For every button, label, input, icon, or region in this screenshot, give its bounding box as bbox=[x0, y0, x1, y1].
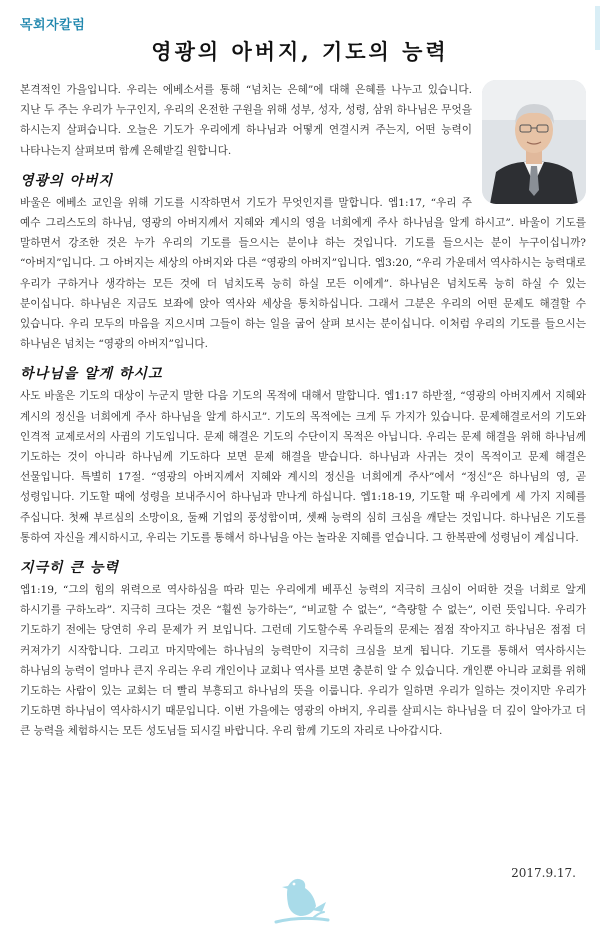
page-title: 영광의 아버지, 기도의 능력 bbox=[151, 39, 449, 64]
section-paragraph: 엡1:19, “그의 힘의 위력으로 역사하심을 따라 믿는 우리에게 베푸신 능력의 지극히 크심이 어떠한 것을 너희로 알게 하시기를 구하노라”. 지극히 크다는 것은 “훨씬 능가하는”, “비교할 수 없는”, “측량할 수 없는”, 이런 뜻입니다. 우리가 기도하기 전에는 당연히 우리 문제가 커 보입니다. 그런데 기도할수록 우리들의 문제는 점점 작아지고 하나님은 점점 더 커져가기 시작합니다. 그리고 마지막에는 하나님의 능력만이 지극히 크심을 보게 됩니다. 기도를 통해서 역사하시는 하나님의 능력이 얼마나 큰지 우리는 우리 개인이나 교회나 역사를 보면 충분히 알 수 있습니다. 개인뿐 아니라 교회를 위해 기도하는 사람이 있는 교회는 더 빨리 부흥되고 하나님의 뜻을 이룹니다. 우리가 일하면 우리가 일하는 것이지만 우리가 기도하면 하나님이 역사하시기 때문입니다. 이번 가을에는 영광의 아버지, 우리를 살피시는 하나님을 더 깊이 알아가고 더 큰 능력을 체험하시는 모든 성도님들 되시길 바랍니다. 우리 함께 기도의 자리로 나아갑시다. bbox=[20, 584, 586, 738]
section-knowing-god bbox=[20, 363, 586, 548]
intro-paragraph: 본격적인 가을입니다. 우리는 에베소서를 통해 “넘치는 은혜”에 대해 은혜를 나누고 있습니다. 지난 두 주는 우리가 누구인지, 우리의 온전한 구원을 위해 성부, 성자, 성령, 삼위 하나님은 무엇을 하시는지 살펴습니다. 오늘은 기도가 우리에게 하나님과 어떻게 연결시켜 주는지, 어떤 능력이 나타나는지 살펴보며 함께 은혜받길 원합니다. bbox=[20, 84, 472, 157]
section-paragraph: 사도 바울은 기도의 대상이 누군지 말한 다음 기도의 목적에 대해서 말합니다. 엡1:17 하반절, “영광의 아버지께서 지혜와 계시의 정신을 너희에게 주사 하나님을 알게 하시고”. 기도의 목적에는 크게 두 가지가 있습니다. 문제해결로서의 기도와 인격적 교제로서의 사귐의 기도입니다. 문제 해결은 기도의 수단이지 목적은 아닙니다. 우리는 문제 해결을 위해 하나님께 기도하는 것이 아니라 하나님께 기도하다 보면 문제 해결을 받습니다. 하나님과 사귀는 것이 목적이고 문제 해결은 선물입니다. 특별히 17절. “영광의 아버지께서 지혜와 계시의 정신을 너희에게 주사”에서 “정신”은 하나님의 영, 곧 성령입니다. 기도할 때에 성령을 보내주시어 하나님과 만나게 하십니다. 엡1:18-19, 기도할 때 우리에게 세 가지 지혜를 주십니다. 첫째 부르심의 소망이요, 둘째 기업의 풍성함이며, 셋째 능력의 심히 크심을 깨닫는 것입니다. 하나님은 기도를 통하여 자신을 계시하시고, 우리는 기도를 통해서 하나님을 아는 놀라운 지혜를 얻습니다. 그 한복판에 성령님이 계십니다. bbox=[20, 390, 586, 544]
article bbox=[20, 80, 586, 742]
bird-icon bbox=[272, 872, 332, 930]
section-paragraph: 바울은 에베소 교인을 위해 기도를 시작하면서 기도가 무엇인지를 말합니다. 엡1:17, “우리 주 예수 그리스도의 하나님, 영광의 아버지께서 지혜와 계시의 영을 너희에게 주사 하나님을 알게 하시고”. 바울이 기도를 말하면서 강조한 것은 누가 우리의 기도를 들으시는 분이냐 하는 것입니다. 기도를 들으시는 분이 누구이십니까? “아버지”입니다. 그 아버지는 세상의 아버지와 다른 “영광의 아버지”입니다. 엡3:20, “우리 가운데서 역사하시는 능력대로 우리가 구하거나 생각하는 모든 것에 더 넘치도록 능히 하실 모든 이에게”. 하나님은 넘치도록 능히 하실 수 있는 분이십니다. 하나님은 지금도 보좌에 앉아 역사와 세상을 통치하십니다. 그래서 그분은 우리의 어떤 문제도 해결할 수 있습니다. 우리 모두의 마음을 지으시며 그들이 하는 일을 굽어 살펴 보시는 분이십니다. 이처럼 우리의 기도를 들으시는 하나님은 넘치는 “영광의 아버지”입니다. bbox=[20, 196, 586, 351]
pastor-photo bbox=[482, 80, 586, 204]
section-heading: 지극히 큰 능력 bbox=[20, 560, 119, 577]
column-tag: 목회자칼럼 bbox=[20, 18, 86, 33]
intro-block bbox=[20, 80, 586, 161]
article-date: 2017.9.17. bbox=[511, 866, 576, 880]
portrait-image bbox=[482, 80, 586, 204]
section-heading: 하나님을 알게 하시고 bbox=[20, 366, 163, 383]
section-heading: 영광의 아버지 bbox=[20, 172, 114, 189]
section-great-power bbox=[20, 557, 586, 742]
header bbox=[0, 0, 600, 80]
